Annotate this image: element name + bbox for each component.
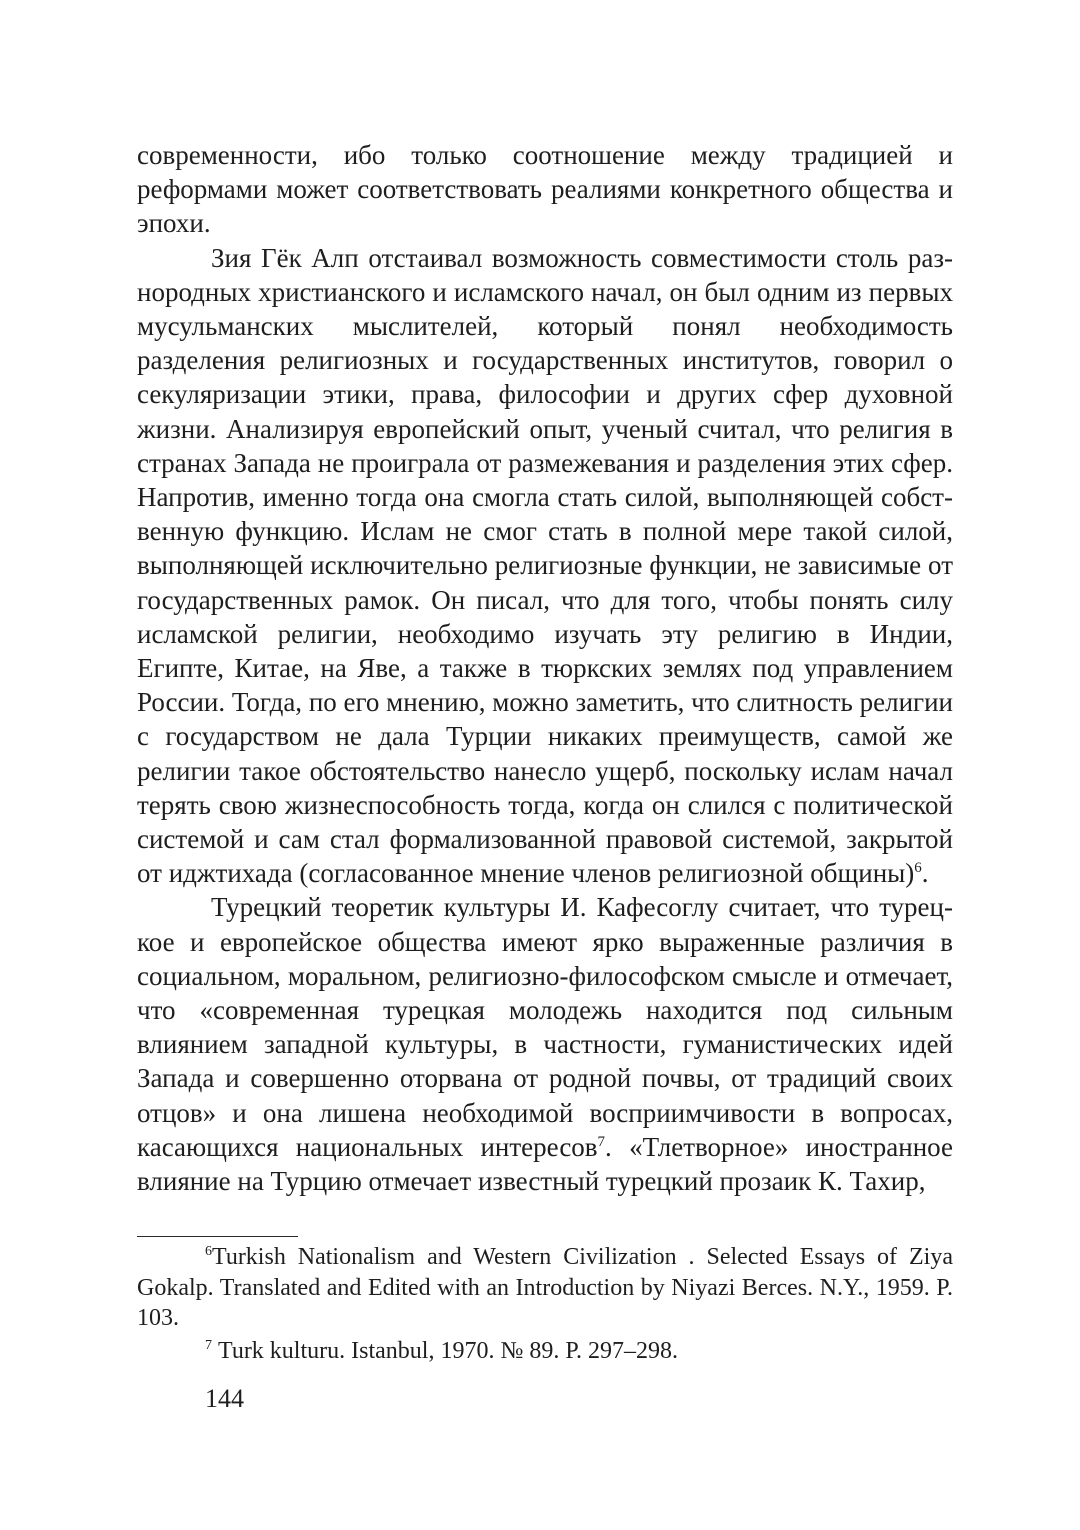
footnote-7-text: Turk kulturu. Istanbul, 1970. № 89. P. 297–298. [218,1337,679,1364]
paragraph-3-text: Турецкий теоретик культуры И. Кафесоглу считает, что турецкое и европейское общества имеют ярко выраженные различия в социальном, моральном, религиозно-философском смысле и отмечает, что «современная турецкая молодежь находится под сильным влиянием западной культуры, в частности, гуманистических идей Запада и совершенно оторвана от родной почвы, от традиций своих отцов» и она лишена необходимой восприимчивости в вопросах, касающихся национальных интересов [137,892,953,1162]
paragraph-3-tail: . «Тлетворное» иностранное влияние на Турцию отмечает известный турецкий прозаик К. Тахир, [137,1131,953,1197]
paragraph-3 [137,890,953,1198]
footnote-divider [137,1236,298,1237]
footnote-7 [137,1336,953,1367]
footnote-6 [137,1242,953,1334]
footnote-ref-6[interactable]: 6 [914,860,922,877]
page-number: 144 [205,1384,244,1413]
paragraph-2-tail: . [921,858,929,889]
page-body [137,138,953,1198]
paragraph-2-text: Зия Гёк Алп отстаивал возможность совместимости столь разнородных христианского и исламского начал, он был одним из первых мусульманских мыслителей, который понял необходимость разделения религиозных и государственных институтов, говорил о секуляризации этики, права, философии и других сфер духовной жизни. Анализируя европейский опыт, ученый считал, что религия в странах Запада не проиграла от размежевания и разделения этих сфер. Напротив, именно тогда она смогла стать силой, выполняющей собственную функцию. Ислам не смог стать в полной мере такой силой, выполняющей исключительно религиозные функции, не зависимые от государственных рамок. Он писал, что для того, чтобы понять силу исламской религии, необходимо изучать эту религию в Индии, Египте, Китае, на Яве, а также в тюркских землях под управлением России. Тогда, по его мнению, можно заметить, что слитность религии с государством не дала Турции никаких преимуществ, самой же религии такое обстоятельство нанесло ущерб, поскольку ислам начал терять свою жизнеспособность тогда, когда он слился с политической системой и сам стал формализованной правовой системой, закрытой от иджтихада (согласованное мнение членов религиозной общины) [137,242,953,889]
footnotes [137,1242,953,1366]
paragraph-2 [137,241,953,891]
paragraph-1-text: современности, ибо только соотношение между традицией и реформами может соответствовать реалиями конкретного общества и эпохи. [137,140,953,239]
footnote-7-number: 7 [205,1337,212,1353]
main-text [137,138,953,1198]
paragraph-1 [137,138,953,241]
footnote-6-number: 6 [205,1244,212,1259]
footnote-ref-7[interactable]: 7 [597,1133,606,1150]
footnote-6-text: Turkish Nationalism and Western Civilization . Selected Essays of Ziya Gokalp. Translated and Edited with an Introduction by Niyazi Berces. N.Y., 1959. P. 103. [137,1244,953,1331]
